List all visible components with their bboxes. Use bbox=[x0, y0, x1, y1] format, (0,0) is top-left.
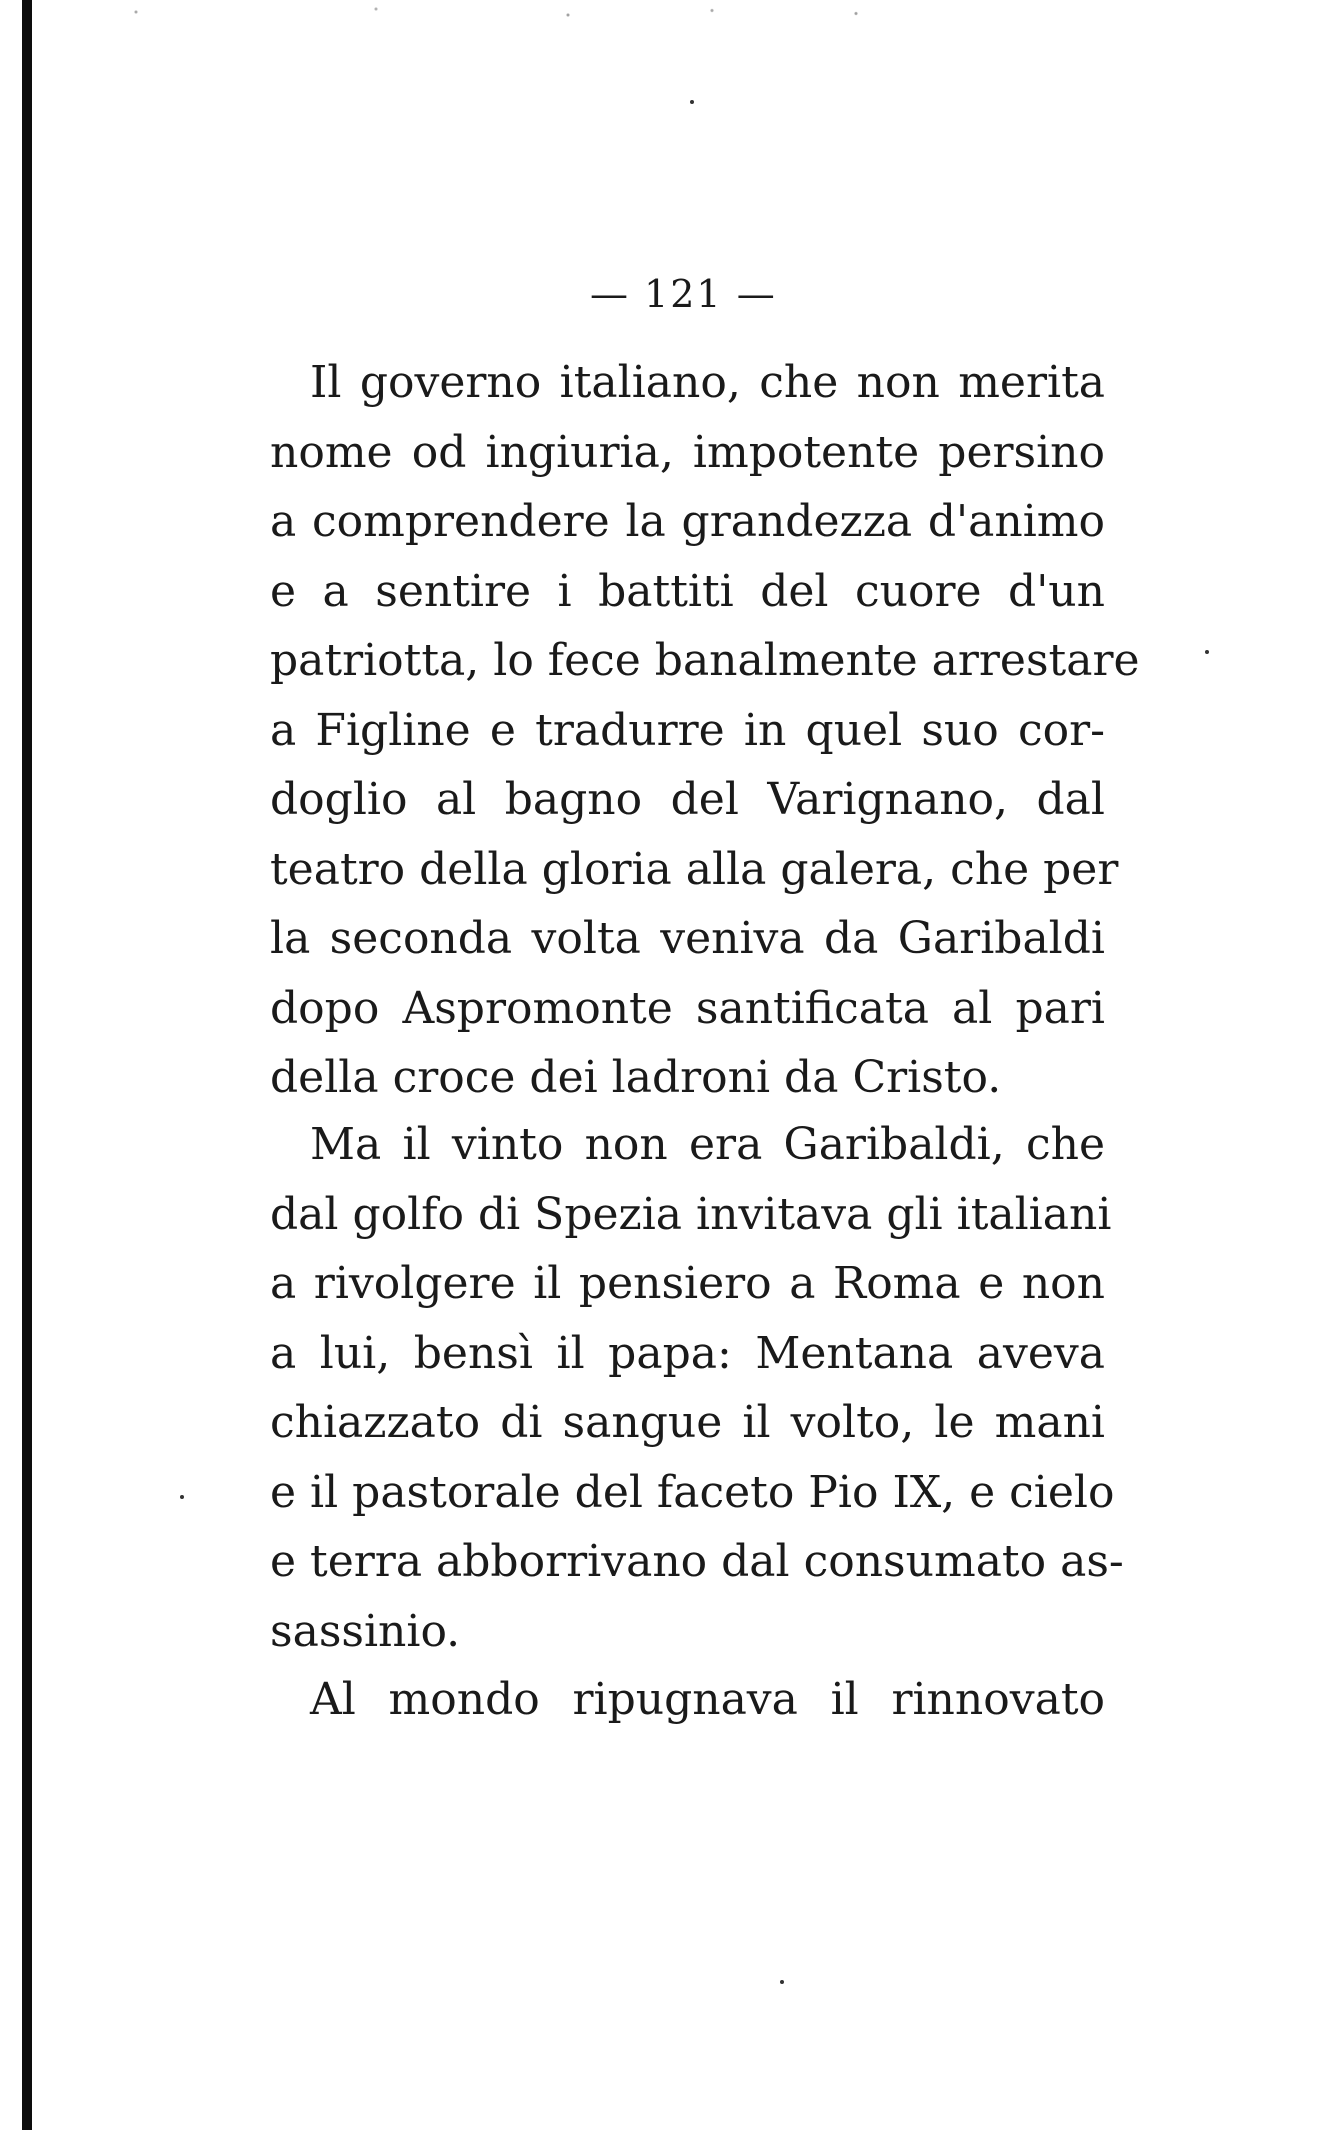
text-line: a lui, bensì il papa: Mentana aveva bbox=[270, 1327, 1105, 1379]
paragraph bbox=[270, 1665, 1105, 1735]
text-line: la seconda volta veniva da Garibaldi bbox=[270, 913, 1105, 964]
text-line: e a sentire i battiti del cuore d'un bbox=[270, 565, 1105, 617]
text-line: e il pastorale del faceto Pio IX, e cielo bbox=[270, 1466, 1115, 1518]
page-number: — 121 — bbox=[590, 272, 777, 316]
text-line: a Figline e tradurre in quel suo cor- bbox=[270, 704, 1105, 756]
scan-speck bbox=[180, 1495, 184, 1499]
text-line: nome od ingiuria, impotente persino bbox=[270, 426, 1105, 478]
page-binding-edge bbox=[22, 0, 32, 2130]
text-line: e terra abborrivano dal consumato as- bbox=[270, 1536, 1124, 1587]
scan-artifact bbox=[40, 0, 1000, 30]
text-line: a rivolgere il pensiero a Roma e non bbox=[270, 1258, 1105, 1309]
text-line: Il governo italiano, che non merita bbox=[310, 357, 1105, 408]
scan-speck bbox=[690, 100, 694, 104]
text-line: patriotta, lo fece banalmente arrestare bbox=[270, 635, 1140, 686]
paragraph bbox=[270, 1110, 1124, 1666]
text-line: dal golfo di Spezia invitava gli italiani bbox=[270, 1188, 1112, 1240]
text-line: della croce dei ladroni da Cristo. bbox=[270, 1052, 1002, 1103]
scan-speck bbox=[780, 1980, 784, 1984]
text-line: teatro della gloria alla galera, che per bbox=[270, 843, 1119, 895]
text-line: doglio al bagno del Varignano, dal bbox=[270, 774, 1105, 825]
paragraph bbox=[270, 348, 1140, 1113]
text-line: Ma il vinto non era Garibaldi, che bbox=[310, 1119, 1105, 1170]
text-line: Al mondo ripugnava il rinnovato bbox=[310, 1674, 1105, 1725]
text-line: sassinio. bbox=[270, 1605, 461, 1657]
text-line: a comprendere la grandezza d'animo bbox=[270, 496, 1105, 547]
text-line: dopo Aspromonte santificata al pari bbox=[270, 982, 1105, 1034]
scan-speck bbox=[1205, 650, 1209, 654]
text-line: chiazzato di sangue il volto, le mani bbox=[270, 1397, 1105, 1448]
